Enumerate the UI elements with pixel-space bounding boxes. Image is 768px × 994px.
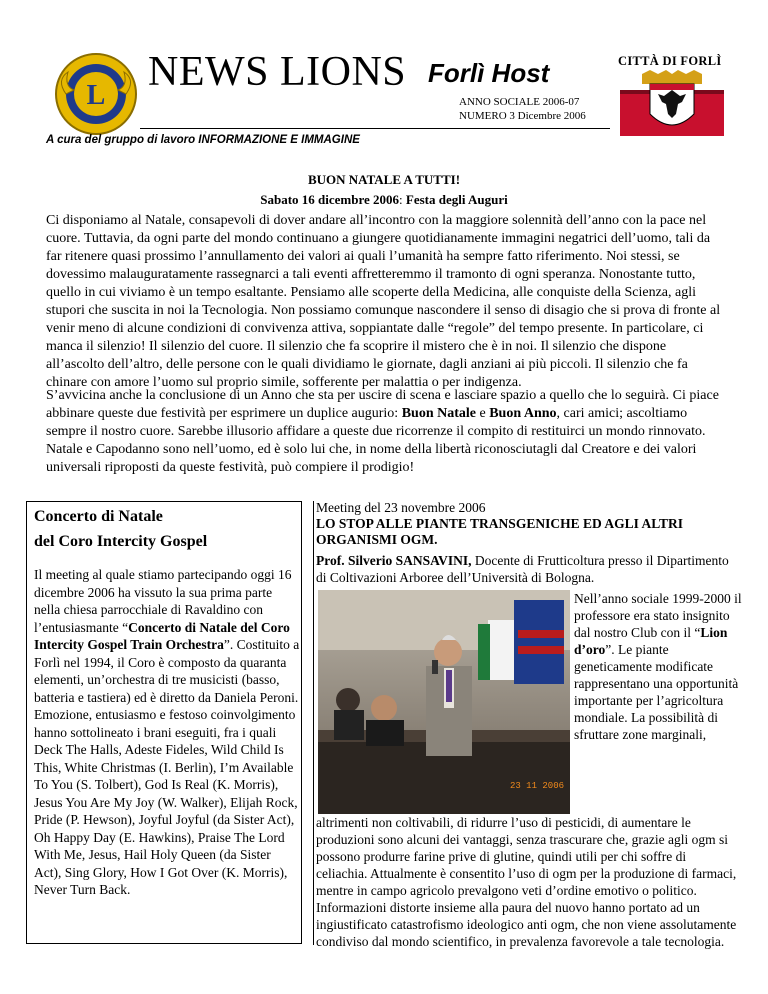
wishes-paragraph: [46, 387, 722, 477]
city-crest-icon: [620, 70, 724, 136]
wishes-text-e: , cari amici; ascoltiamo sempre il nostro cuore. Sarebbe illusorio affidare a queste due ricorrenze il compito di restituirci un mondo rinnovato. Natale e Capodanno sono nell’uomo, ed è solo lui che, in nome della libertà riconosciutagli dal Creatore e dei valori universali riproposti da queste festività, può compiere il prodigio!: [46, 406, 706, 475]
column-divider: [313, 501, 314, 945]
wishes-text-c: e: [476, 406, 490, 421]
ogm-headline: LO STOP ALLE PIANTE TRANSGENICHE ED AGLI ALTRI ORGANISMI OGM.: [316, 516, 683, 547]
editorial-line: [46, 130, 732, 150]
concert-text-bold: Concerto di Natale del Coro Intercity Gospel Train Orchestra: [34, 619, 290, 652]
issue-year: ANNO SOCIALE 2006-07: [459, 96, 580, 108]
intro-paragraph: Ci disponiamo al Natale, consapevoli di dover andare all’incontro con la maggiore solennità dell’anno con la pace nel cuore. Tuttavia, da ogni parte del mondo continuano a giungere quotidianamente immagini negatrici dell’uomo, tali da far ritenere quasi prossimo l’annullamento dei valori ai quali l’umanità ha sempre fatto riferimento. Noi stessi, se dovessimo malauguratamente rassegnarci a tali eventi affretteremmo il tramonto di ogni speranza. Nonostante tutto, quello in cui viviamo è un tempo esaltante. Pensiamo alle scoperte della Medicina, alle conquiste della Scienza, agli stupori che suscita in noi la Tecnologia. Non possiamo comunque nascondere il senso di disagio che si prova di fronte al venir meno di alcune condizioni di convivenza attiva, soppiantate dalle “regole” del tempo presente. In particolare, ci manca il silenzio! Il silenzio del cuore. Il silenzio che fa scoprire il mistero che è in noi. Il silenzio che dispone all’ascolto dell’altro, delle persone con le quali dividiamo le giornate, dagli anziani ai più piccoli. Il silenzio che fa chinare con amore l’uomo sul proprio simile, sofferente per malattia o per indigenza.: [46, 213, 721, 390]
speaker-side-text: [574, 590, 744, 743]
speaker-intro: [316, 552, 738, 586]
city-name: CITTÀ DI FORLÌ: [618, 54, 722, 68]
svg-text:L: L: [86, 80, 106, 111]
event-date: Sabato 16 dicembre 2006: [260, 192, 400, 207]
issue-number: NUMERO 3 Dicembre 2006: [459, 110, 586, 122]
speaker-name: Prof. Silverio SANSAVINI,: [316, 553, 472, 568]
concert-body: [34, 566, 300, 899]
newsletter-title: NEWS LIONS: [148, 49, 407, 95]
masthead-rule: [140, 128, 610, 129]
event-name: Festa degli Auguri: [405, 192, 508, 207]
wishes-text-a: S’avvicina anche la conclusione di un Anno che sta per uscire di scena e lasciare spazio a quello che lo seguirà. Ci piace abbinare queste due festività per esprimere un duplice augurio:: [46, 388, 719, 421]
lions-logo-icon: [52, 50, 140, 138]
concert-title-line1: Concerto di Natale: [34, 508, 163, 525]
concert-text-c: ”. Costituito a Forlì nel 1994, il Coro è composto da quaranta elementi, un’orchestra di tre musicisti (basso, batteria e tastiera) ed è diretto da Daniela Peroni. Emozione, entusiasmo e festoso coinvolgimento hanno sottolineato i brani eseguiti, fra i quali Deck The Halls, Adeste Fideles, Wild Child Is This, White Christmas (I. Berlin), I’m Available To You (S. Tolbert), God Is Real (K. Morris), Jesus You Are My Joy (W. Walker), Elijah Rock, Pride (P. Hewson), Joyful Joyful (da Sister Act), Oh Happy Day (E. Hawkins), Praise The Lord With Me, Jesus, Hail Holy Queen (da Sister Act), Sing Glory, How I Got Over (K. Morris), Never Turn Back.: [34, 637, 300, 897]
meeting-date: Meeting del 23 novembre 2006: [316, 500, 486, 515]
speaker-side-a: Nell’anno sociale 1999-2000 il professore era stato insignito dal nostro Club con il “: [574, 591, 742, 640]
lion-award: Lion d’oro: [574, 625, 728, 657]
speaker-side-b: ”. Le piante geneticamente modificate rappresentano una opportunità importante per l’agricoltura mondiale. La possibilità di sfruttare zone marginali,: [574, 642, 739, 742]
meeting-photo: [318, 590, 570, 814]
ogm-body: altrimenti non coltivabili, di ridurre l’uso di pesticidi, di aumentare le produzioni sono alcuni dei vantaggi, senza trascurare che, grazie agli ogm si possono produrre farine prive di glutine, quindi utili per chi soffre di celiachia. Attualmente è consentito l’uso di ogm per la produzione di farmaci, mentre in campo agricolo prevalgono veti d’ordine emotivo o politico. Informazioni distorte insieme alla paura del nuovo hanno portato ad un ingiustificato catastrofismo ideologico anti ogm, che non viene assolutamente condiviso dal mondo scientifico, in prevalenza favorevole a tale tecnologia.: [316, 815, 737, 949]
wishes-bold-anno: Buon Anno: [489, 406, 557, 421]
photo-timestamp: 23 11 2006: [509, 781, 564, 791]
event-line: [0, 192, 768, 208]
concert-title-line2: del Coro Intercity Gospel: [34, 533, 208, 550]
wishes-bold-natale: Buon Natale: [401, 406, 476, 421]
editorial-credit: A cura del gruppo di lavoro INFORMAZIONE E IMMAGINE: [46, 134, 360, 146]
main-headline: BUON NATALE A TUTTI!: [307, 172, 461, 187]
speaker-role: Docente di Frutticoltura presso il Dipartimento di Coltivazioni Arboree dell’Università di Bologna.: [316, 553, 729, 585]
newsletter-subtitle: Forlì Host: [428, 58, 550, 88]
event-separator: :: [399, 192, 406, 207]
concert-text-a: Il meeting al quale stiamo partecipando oggi 16 dicembre 2006 ha vissuto la sua prima parte nella chiesa parrocchiale di Ravaldino con l’entusiasmante “: [34, 567, 292, 635]
